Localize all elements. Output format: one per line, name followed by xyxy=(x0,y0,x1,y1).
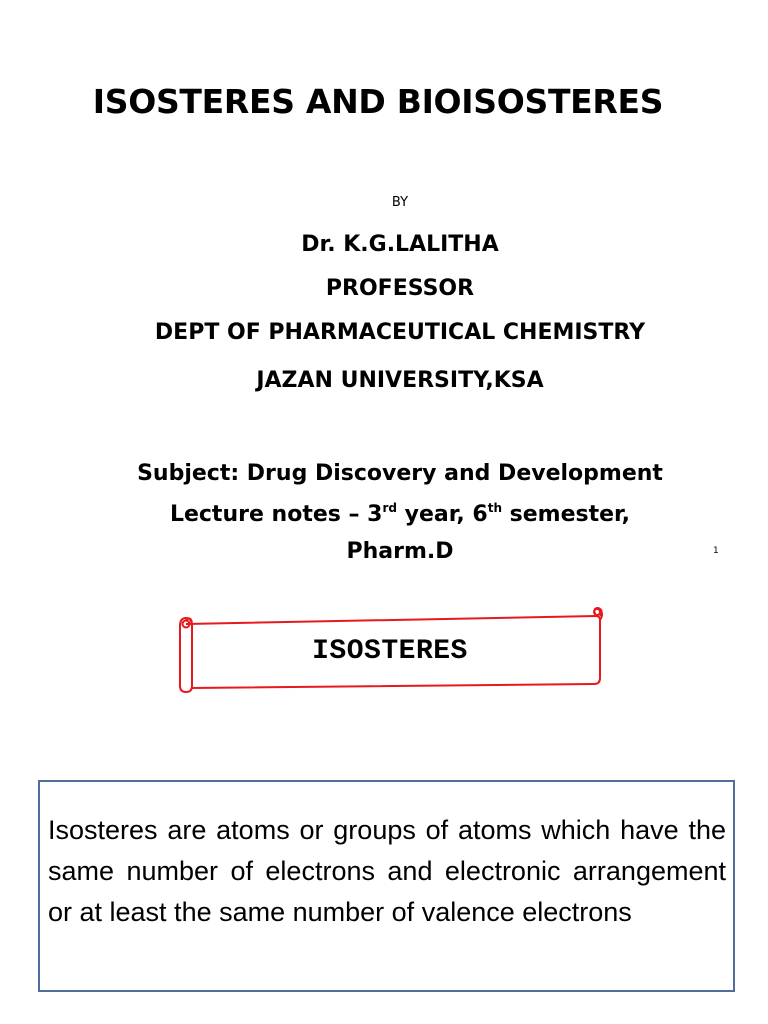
definition-box xyxy=(38,780,735,992)
definition-text: Isosteres are atoms or groups of atoms which have the same number of electrons and electronic arrangement or at least the same number of valence electrons xyxy=(48,815,726,927)
by-label: BY xyxy=(391,195,409,210)
page-number: 1 xyxy=(713,546,719,556)
subject-line: Subject: Drug Discovery and Development xyxy=(137,461,663,486)
author-name: Dr. K.G.LALITHA xyxy=(301,232,499,257)
page-title: ISOSTERES AND BIOISOSTERES xyxy=(92,82,664,121)
author-position: PROFESSOR xyxy=(325,276,475,301)
lecture-notes-prefix: Lecture notes – 3 xyxy=(169,502,383,527)
author-department: DEPT OF PHARMACEUTICAL CHEMISTRY xyxy=(154,320,646,345)
scroll-banner-label: ISOSTERES xyxy=(312,636,468,667)
program-line: Pharm.D xyxy=(346,539,454,564)
ordinal-suffix-th: th xyxy=(487,501,502,515)
ordinal-suffix-rd: rd xyxy=(382,501,397,515)
lecture-notes-suffix: semester, xyxy=(502,502,631,527)
author-university: JAZAN UNIVERSITY,KSA xyxy=(256,368,544,393)
lecture-notes-mid: year, 6 xyxy=(397,502,488,527)
lecture-notes-line xyxy=(0,496,768,534)
